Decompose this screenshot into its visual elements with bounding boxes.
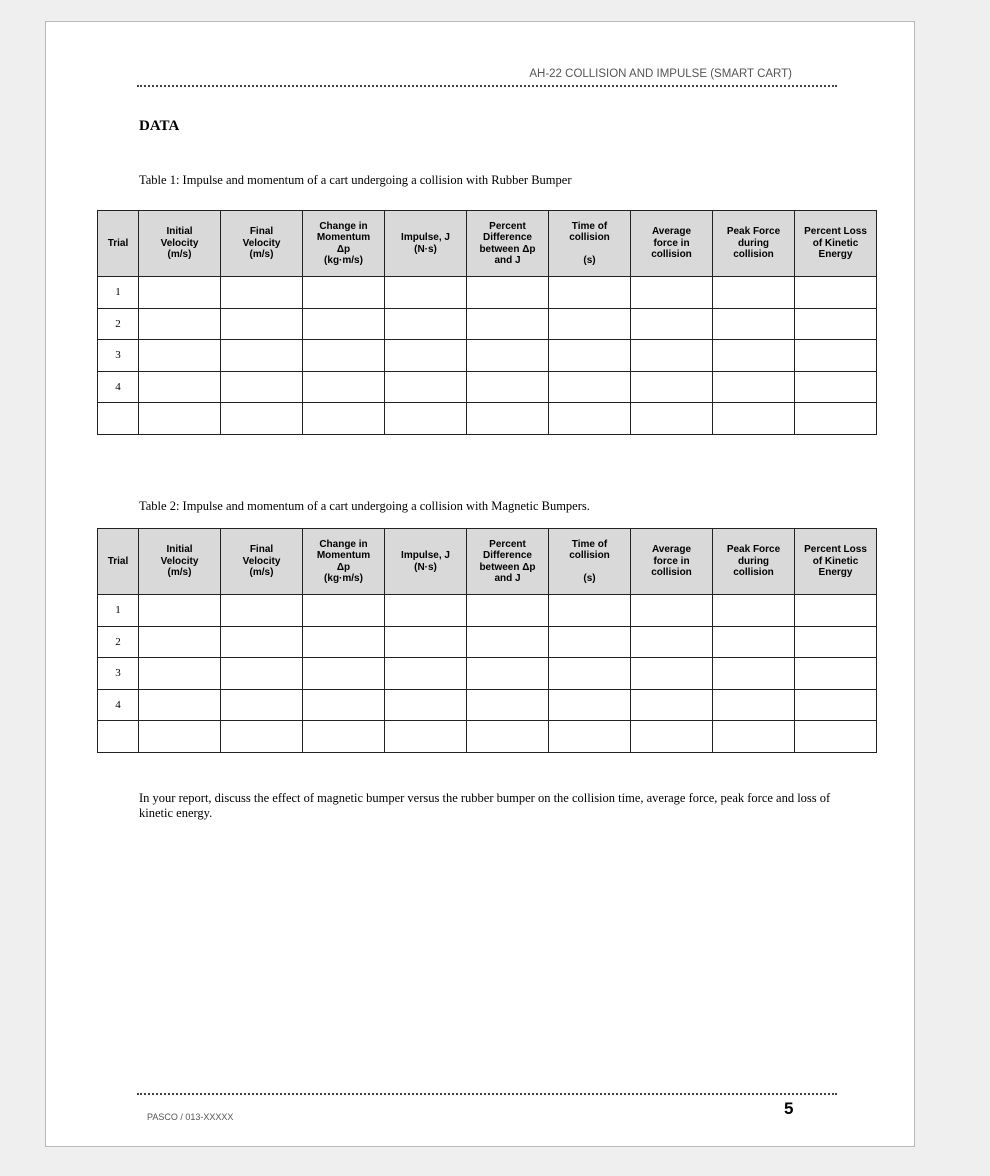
data-entry-cell[interactable] bbox=[467, 689, 549, 721]
column-header-line: Δp bbox=[336, 243, 351, 255]
column-header bbox=[549, 529, 631, 595]
table-2-caption: Table 2: Impulse and momentum of a cart undergoing a collision with Magnetic Bumpers. bbox=[139, 499, 590, 513]
column-header bbox=[98, 211, 139, 277]
column-header-line: Initial bbox=[166, 226, 193, 238]
data-entry-cell[interactable] bbox=[221, 371, 303, 403]
data-entry-cell[interactable] bbox=[385, 721, 467, 753]
table-row bbox=[98, 689, 877, 721]
data-entry-cell[interactable] bbox=[385, 658, 467, 690]
table-row bbox=[98, 340, 877, 372]
data-entry-cell[interactable] bbox=[549, 721, 631, 753]
data-entry-cell[interactable] bbox=[631, 277, 713, 309]
column-header-line: Change in bbox=[319, 538, 368, 550]
column-header-line: Velocity bbox=[160, 237, 199, 249]
data-entry-cell[interactable] bbox=[713, 371, 795, 403]
data-entry-cell[interactable] bbox=[549, 658, 631, 690]
column-header bbox=[467, 529, 549, 595]
column-header-line: Velocity bbox=[242, 555, 281, 567]
column-header bbox=[631, 211, 713, 277]
data-entry-cell[interactable] bbox=[139, 403, 221, 435]
table-row bbox=[98, 721, 877, 753]
data-entry-cell[interactable] bbox=[303, 308, 385, 340]
column-header-line: Momentum bbox=[316, 550, 371, 561]
data-entry-cell[interactable] bbox=[631, 595, 713, 627]
table-header-row bbox=[98, 529, 877, 595]
column-header-line: of Kinetic bbox=[812, 237, 859, 249]
data-entry-cell[interactable] bbox=[631, 626, 713, 658]
column-header-line: Trial bbox=[107, 555, 129, 567]
table-header-row bbox=[98, 211, 877, 277]
column-header-line: Velocity bbox=[160, 555, 199, 567]
data-entry-cell[interactable] bbox=[795, 277, 877, 309]
table-row bbox=[98, 626, 877, 658]
data-entry-cell[interactable] bbox=[221, 626, 303, 658]
data-entry-cell[interactable] bbox=[631, 689, 713, 721]
data-entry-cell[interactable] bbox=[795, 371, 877, 403]
data-entry-cell[interactable] bbox=[467, 371, 549, 403]
trial-number-cell bbox=[98, 721, 139, 753]
column-header bbox=[385, 211, 467, 277]
column-header-line: collision bbox=[651, 567, 692, 579]
trial-number-cell: 4 bbox=[98, 689, 139, 721]
column-header-line: Impulse, J bbox=[401, 550, 450, 561]
data-entry-cell[interactable] bbox=[303, 721, 385, 753]
trial-number-cell bbox=[98, 403, 139, 435]
discussion-prompt: In your report, discuss the effect of magnetic bumper versus the rubber bumper on the collision time, average force, peak force and loss of kinetic energy. bbox=[139, 791, 831, 820]
data-entry-cell[interactable] bbox=[549, 403, 631, 435]
column-header bbox=[139, 211, 221, 277]
trial-number-cell: 2 bbox=[98, 308, 139, 340]
trial-number-cell: 1 bbox=[98, 595, 139, 627]
column-header-line: (kg·m/s) bbox=[324, 255, 363, 266]
column-header-line: force in bbox=[653, 555, 690, 567]
data-entry-cell[interactable] bbox=[139, 721, 221, 753]
column-header-line: (m/s) bbox=[249, 249, 274, 261]
trial-number-cell: 2 bbox=[98, 626, 139, 658]
document-page bbox=[45, 21, 915, 1147]
data-entry-cell[interactable] bbox=[139, 595, 221, 627]
data-entry-cell[interactable] bbox=[139, 689, 221, 721]
data-entry-cell[interactable] bbox=[631, 340, 713, 372]
data-entry-cell[interactable] bbox=[221, 277, 303, 309]
data-entry-cell[interactable] bbox=[713, 595, 795, 627]
data-entry-cell[interactable] bbox=[303, 403, 385, 435]
column-header-line: Difference bbox=[483, 232, 532, 243]
data-entry-cell[interactable] bbox=[385, 277, 467, 309]
column-header-line: Impulse, J bbox=[401, 232, 450, 243]
column-header-line: and J bbox=[494, 573, 521, 584]
trial-number-cell: 3 bbox=[98, 340, 139, 372]
column-header-line: Momentum bbox=[316, 232, 371, 243]
data-entry-cell[interactable] bbox=[303, 595, 385, 627]
column-header-line: between Δp bbox=[479, 561, 536, 573]
column-header-line: (N·s) bbox=[414, 561, 437, 573]
data-entry-cell[interactable] bbox=[139, 626, 221, 658]
data-entry-cell[interactable] bbox=[713, 689, 795, 721]
data-entry-cell[interactable] bbox=[467, 308, 549, 340]
data-entry-cell[interactable] bbox=[221, 340, 303, 372]
data-entry-cell[interactable] bbox=[467, 340, 549, 372]
column-header-line: and J bbox=[494, 255, 521, 266]
column-header-line: Percent Loss bbox=[804, 226, 867, 238]
data-entry-cell[interactable] bbox=[385, 340, 467, 372]
data-entry-cell[interactable] bbox=[713, 626, 795, 658]
data-entry-cell[interactable] bbox=[221, 658, 303, 690]
column-header-line: Change in bbox=[319, 220, 368, 232]
data-entry-cell[interactable] bbox=[385, 689, 467, 721]
data-entry-cell[interactable] bbox=[139, 371, 221, 403]
column-header-line: Energy bbox=[818, 567, 853, 579]
data-entry-cell[interactable] bbox=[385, 371, 467, 403]
data-entry-cell[interactable] bbox=[631, 658, 713, 690]
table-1-caption: Table 1: Impulse and momentum of a cart undergoing a collision with Rubber Bumper bbox=[139, 173, 572, 187]
data-entry-cell[interactable] bbox=[549, 595, 631, 627]
data-entry-cell[interactable] bbox=[385, 595, 467, 627]
column-header-line: Percent bbox=[489, 220, 526, 232]
data-entry-cell[interactable] bbox=[549, 371, 631, 403]
data-entry-cell[interactable] bbox=[467, 403, 549, 435]
section-title: DATA bbox=[139, 118, 180, 134]
column-header-line: Difference bbox=[483, 550, 532, 561]
column-header bbox=[385, 529, 467, 595]
data-entry-cell[interactable] bbox=[795, 658, 877, 690]
data-entry-cell[interactable] bbox=[467, 721, 549, 753]
column-header-line: (m/s) bbox=[167, 249, 192, 261]
data-entry-cell[interactable] bbox=[467, 277, 549, 309]
data-entry-cell[interactable] bbox=[713, 403, 795, 435]
table-2 bbox=[97, 528, 877, 753]
column-header bbox=[303, 529, 385, 595]
trial-number-cell: 1 bbox=[98, 277, 139, 309]
column-header bbox=[549, 211, 631, 277]
column-header-line: (kg·m/s) bbox=[324, 573, 363, 584]
footer-document-id: PASCO / 013-XXXXX bbox=[147, 1112, 234, 1122]
data-entry-cell[interactable] bbox=[303, 277, 385, 309]
column-header bbox=[303, 211, 385, 277]
data-entry-cell[interactable] bbox=[303, 658, 385, 690]
data-entry-cell[interactable] bbox=[795, 403, 877, 435]
column-header bbox=[795, 211, 877, 277]
table-row bbox=[98, 308, 877, 340]
column-header bbox=[221, 211, 303, 277]
column-header bbox=[631, 529, 713, 595]
data-entry-cell[interactable] bbox=[795, 721, 877, 753]
trial-number-cell: 4 bbox=[98, 371, 139, 403]
data-entry-cell[interactable] bbox=[139, 658, 221, 690]
column-header-line: Percent Loss bbox=[804, 544, 867, 556]
table-row bbox=[98, 658, 877, 690]
data-entry-cell[interactable] bbox=[139, 308, 221, 340]
data-entry-cell[interactable] bbox=[795, 689, 877, 721]
data-entry-cell[interactable] bbox=[221, 403, 303, 435]
column-header-line: Peak Force bbox=[726, 226, 781, 238]
data-entry-cell[interactable] bbox=[549, 308, 631, 340]
data-entry-cell[interactable] bbox=[303, 371, 385, 403]
page-number: 5 bbox=[784, 1099, 794, 1118]
data-entry-cell[interactable] bbox=[221, 721, 303, 753]
data-entry-cell[interactable] bbox=[221, 595, 303, 627]
column-header-line: collision bbox=[569, 232, 610, 243]
data-entry-cell[interactable] bbox=[385, 403, 467, 435]
data-entry-cell[interactable] bbox=[303, 626, 385, 658]
data-entry-cell[interactable] bbox=[713, 308, 795, 340]
column-header bbox=[221, 529, 303, 595]
column-header bbox=[713, 211, 795, 277]
data-entry-cell[interactable] bbox=[549, 689, 631, 721]
column-header-line: Δp bbox=[336, 561, 351, 573]
trial-number-cell: 3 bbox=[98, 658, 139, 690]
table-row bbox=[98, 403, 877, 435]
column-header bbox=[98, 529, 139, 595]
column-header-line: Velocity bbox=[242, 237, 281, 249]
column-header-line: Average bbox=[651, 544, 692, 556]
data-entry-cell[interactable] bbox=[139, 340, 221, 372]
column-header bbox=[713, 529, 795, 595]
column-header-line: (s) bbox=[583, 573, 596, 584]
column-header-line: during bbox=[737, 555, 770, 567]
table-row bbox=[98, 371, 877, 403]
column-header-line: (N·s) bbox=[414, 243, 437, 255]
column-header-line: Initial bbox=[166, 544, 193, 556]
column-header-line: Percent bbox=[489, 538, 526, 550]
table-row bbox=[98, 277, 877, 309]
column-header-line: Final bbox=[249, 226, 274, 238]
data-entry-cell[interactable] bbox=[549, 340, 631, 372]
column-header bbox=[795, 529, 877, 595]
column-header-line: (m/s) bbox=[249, 567, 274, 579]
column-header-line: between Δp bbox=[479, 243, 536, 255]
data-entry-cell[interactable] bbox=[795, 595, 877, 627]
data-entry-cell[interactable] bbox=[795, 340, 877, 372]
data-entry-cell[interactable] bbox=[631, 371, 713, 403]
data-entry-cell[interactable] bbox=[795, 308, 877, 340]
column-header-line: of Kinetic bbox=[812, 555, 859, 567]
table-row bbox=[98, 595, 877, 627]
column-header-line: collision bbox=[651, 249, 692, 261]
table-1 bbox=[97, 210, 877, 435]
data-entry-cell[interactable] bbox=[385, 626, 467, 658]
column-header-line bbox=[549, 244, 630, 256]
column-header-line: (s) bbox=[583, 255, 596, 266]
column-header-line: collision bbox=[569, 550, 610, 561]
data-entry-cell[interactable] bbox=[221, 689, 303, 721]
column-header-line: collision bbox=[733, 567, 774, 579]
column-header-line: Trial bbox=[107, 237, 129, 249]
column-header-line bbox=[549, 562, 630, 574]
column-header bbox=[467, 211, 549, 277]
footer-divider bbox=[137, 1093, 837, 1095]
running-header: AH-22 COLLISION AND IMPULSE (SMART CART) bbox=[529, 68, 792, 80]
data-entry-cell[interactable] bbox=[713, 277, 795, 309]
data-entry-cell[interactable] bbox=[631, 403, 713, 435]
data-entry-cell[interactable] bbox=[549, 626, 631, 658]
data-entry-cell[interactable] bbox=[713, 721, 795, 753]
column-header-line: Average bbox=[651, 226, 692, 238]
column-header-line: during bbox=[737, 237, 770, 249]
data-entry-cell[interactable] bbox=[467, 658, 549, 690]
data-entry-cell[interactable] bbox=[713, 658, 795, 690]
data-entry-cell[interactable] bbox=[713, 340, 795, 372]
data-entry-cell[interactable] bbox=[139, 277, 221, 309]
column-header-line: force in bbox=[653, 237, 690, 249]
data-entry-cell[interactable] bbox=[303, 689, 385, 721]
data-entry-cell[interactable] bbox=[385, 308, 467, 340]
column-header-line: Energy bbox=[818, 249, 853, 261]
data-entry-cell[interactable] bbox=[467, 626, 549, 658]
data-entry-cell[interactable] bbox=[467, 595, 549, 627]
data-entry-cell[interactable] bbox=[631, 308, 713, 340]
column-header-line: Final bbox=[249, 544, 274, 556]
header-divider bbox=[137, 85, 837, 87]
data-entry-cell[interactable] bbox=[549, 277, 631, 309]
data-entry-cell[interactable] bbox=[631, 721, 713, 753]
column-header bbox=[139, 529, 221, 595]
column-header-line: collision bbox=[733, 249, 774, 261]
column-header-line: Time of bbox=[571, 538, 608, 550]
column-header-line: Peak Force bbox=[726, 544, 781, 556]
column-header-line: Time of bbox=[571, 220, 608, 232]
data-entry-cell[interactable] bbox=[303, 340, 385, 372]
data-entry-cell[interactable] bbox=[221, 308, 303, 340]
column-header-line: (m/s) bbox=[167, 567, 192, 579]
data-entry-cell[interactable] bbox=[795, 626, 877, 658]
